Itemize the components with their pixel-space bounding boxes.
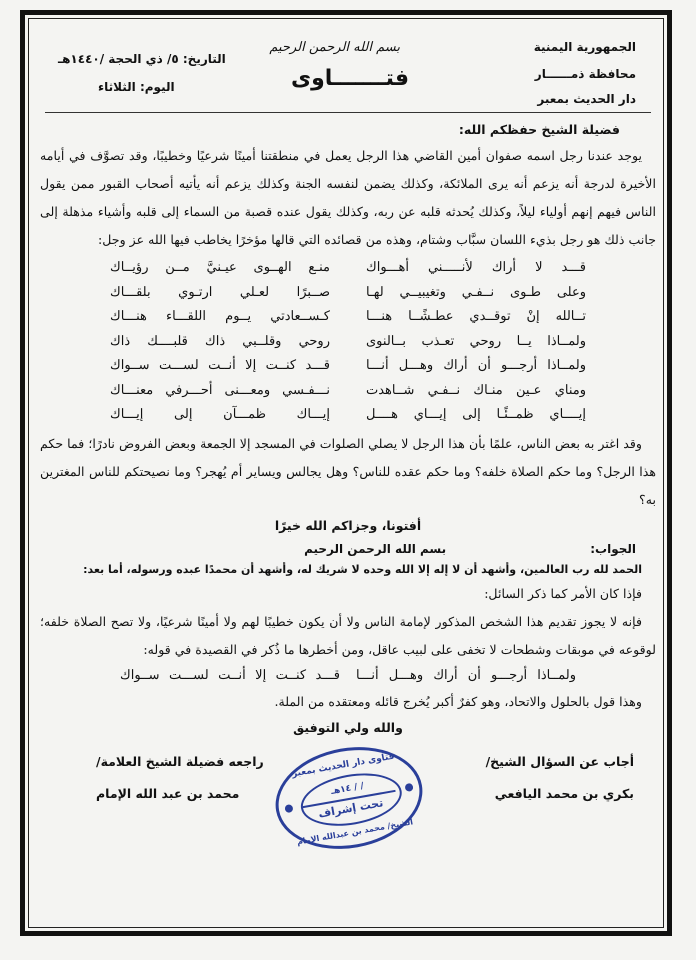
answer-label: الجواب:	[590, 541, 636, 556]
question-continuation: وقد اغتر به بعض الناس، علمًا بأن هذا الرجل لا يصلي الصلوات في المسجد إلا الجمعة وبعض الفروض نادرًا؛ فما حكم هذا الرجل؟ وما حكم الصلاة خلفه؟ وما حكم عقده للناس؟ وهل يجالس ويساير أم يُهجر؟ وما نصيحتكم للناس المغترين به؟	[40, 435, 656, 507]
header-institution: دار الحديث بمعبر	[537, 92, 636, 106]
answer-paragraph-1: فإذا كان الأمر كما ذكر السائل:	[484, 585, 642, 601]
header-date: التاريخ: ٥/ ذي الحجة /١٤٤٠هـ	[58, 52, 226, 66]
answer-header	[40, 538, 656, 560]
official-stamp: فتاوى دار الحديث بمعبر / / ١٤هـ تحت إشراف الشيخ/ محمد بن عبدالله الإمام	[267, 736, 430, 860]
answer-opening: الحمد لله رب العالمين، وأشهد أن لا إله إلا الله وحده لا شريك له، وأشهد أن محمدًا عبده ورسوله، أما بعد:	[83, 562, 642, 576]
poem-verse: تــالله إنْ توقــدي عطـشًــا هنـــا كـســعادتي يــوم اللقـــاء هنـــاك	[110, 309, 586, 324]
poem-verse: ولمــاذا أرجـــو أن أراك وهـــل أنـــا قـــد كنــت إلا أنــت لســـت ســواك	[110, 358, 586, 373]
salutation: فضيلة الشيخ حفظكم الله:	[458, 122, 620, 137]
poem	[110, 256, 586, 428]
question-closing: أفتونا، وجزاكم الله خيرًا	[274, 517, 422, 533]
header-day: اليوم: الثلاثاء	[98, 80, 175, 94]
answer-paragraph-3: وهذا قول بالحلول والاتحاد، وهو كفرٌ أكبر يُخرج قائله ومعتقده من الملة.	[274, 694, 642, 709]
closing-phrase: والله ولي التوفيق	[293, 720, 403, 735]
basmala-calligraphy: بسم الله الرحمن الرحيم	[269, 40, 400, 55]
header-governorate: محافظة ذمــــــار	[534, 67, 636, 81]
answered-by-name: بكري بن محمد اليافعي	[494, 786, 634, 801]
question-intro: يوجد عندنا رجل اسمه صفوان أمين القاضي هذا الرجل يعمل في منطقتنا أمينًا شرعيًا وخطيبًا، وقد تصوَّف في أيامه الأخيرة لدرجة أنه يزعم أنه يرى الملائكة، وكذلك يضمن لنفسه الجنة وكذلك يزعم أنه يأتيه أصحاب القبور ممن يقول الناس فيهم إنهم أولياء ليلاً، وكذلك يُحدثه قلبه عن ربه، وكذلك يقول عنده قصبة من السماء إلى قلبه وأشياء مذهلة إلى جانب ذلك هو رجل بذيء اللسان سبَّاب وشتام، وهذه من قصائده التي قالها مؤخرًا يخاطب فيها الله عز وجل:	[40, 148, 656, 247]
page-title: فتـــــــاوى	[290, 66, 410, 91]
header-country: الجمهورية اليمنية	[533, 40, 636, 54]
answer-paragraph-2: فإنه لا يجوز تقديم هذا الشخص المذكور لإمامة الناس ولا أن يكون خطيبًا لهم ولا أمينًا شرعيًا، ولا تصح الصلاة خلفه؛ لوقوعه في موبقات وشطحات لا تخفى على لبيب عاقل، ومن أخطرها ما ذُكر في القصيدة في قوله:	[40, 613, 656, 657]
header-divider	[45, 112, 651, 113]
answer-basmala: بسم الله الرحمن الرحيم	[304, 541, 447, 556]
quoted-verse: ولمــاذا أرجـــو أن أراك وهـــل أنـــا قـــد كنــت إلا أنــت لســـت ســواك	[120, 667, 576, 683]
reviewed-by-label: راجعه فضيلة الشيخ العلامة/	[96, 754, 264, 769]
signatures	[40, 744, 656, 847]
poem-verse: وعلى طـوى نــفـي وتغيبيــي لهـا صــبرًا لعـلي ارتـوي بلقـــاك	[110, 284, 586, 300]
document-body	[40, 118, 656, 847]
poem-verse: ولمــاذا يــا روحي تعـذب بــالنوى روحي وقلــبي ذاك قلبــــك ذاك	[110, 333, 586, 349]
answered-by-label: أجاب عن السؤال الشيخ/	[485, 754, 634, 769]
poem-verse: ومناي عـين منـاك نــفـي شــاهدت نـــفـسي ومعـــنى أحـــرفي معنـــاك	[110, 382, 586, 398]
reviewed-by-name: محمد بن عبد الله الإمام	[96, 786, 240, 801]
poem-verse: قـــد لا أراك لأنـــــني أهـــواك منـع الهــوى عيـنيَّ مــن رؤيــاك	[110, 260, 586, 275]
poem-verse: إيــــاي ظمــئًـا إلى إيـــاي هــــل إيـــاك ظمـــآن إلى إيـــاك	[110, 407, 586, 422]
